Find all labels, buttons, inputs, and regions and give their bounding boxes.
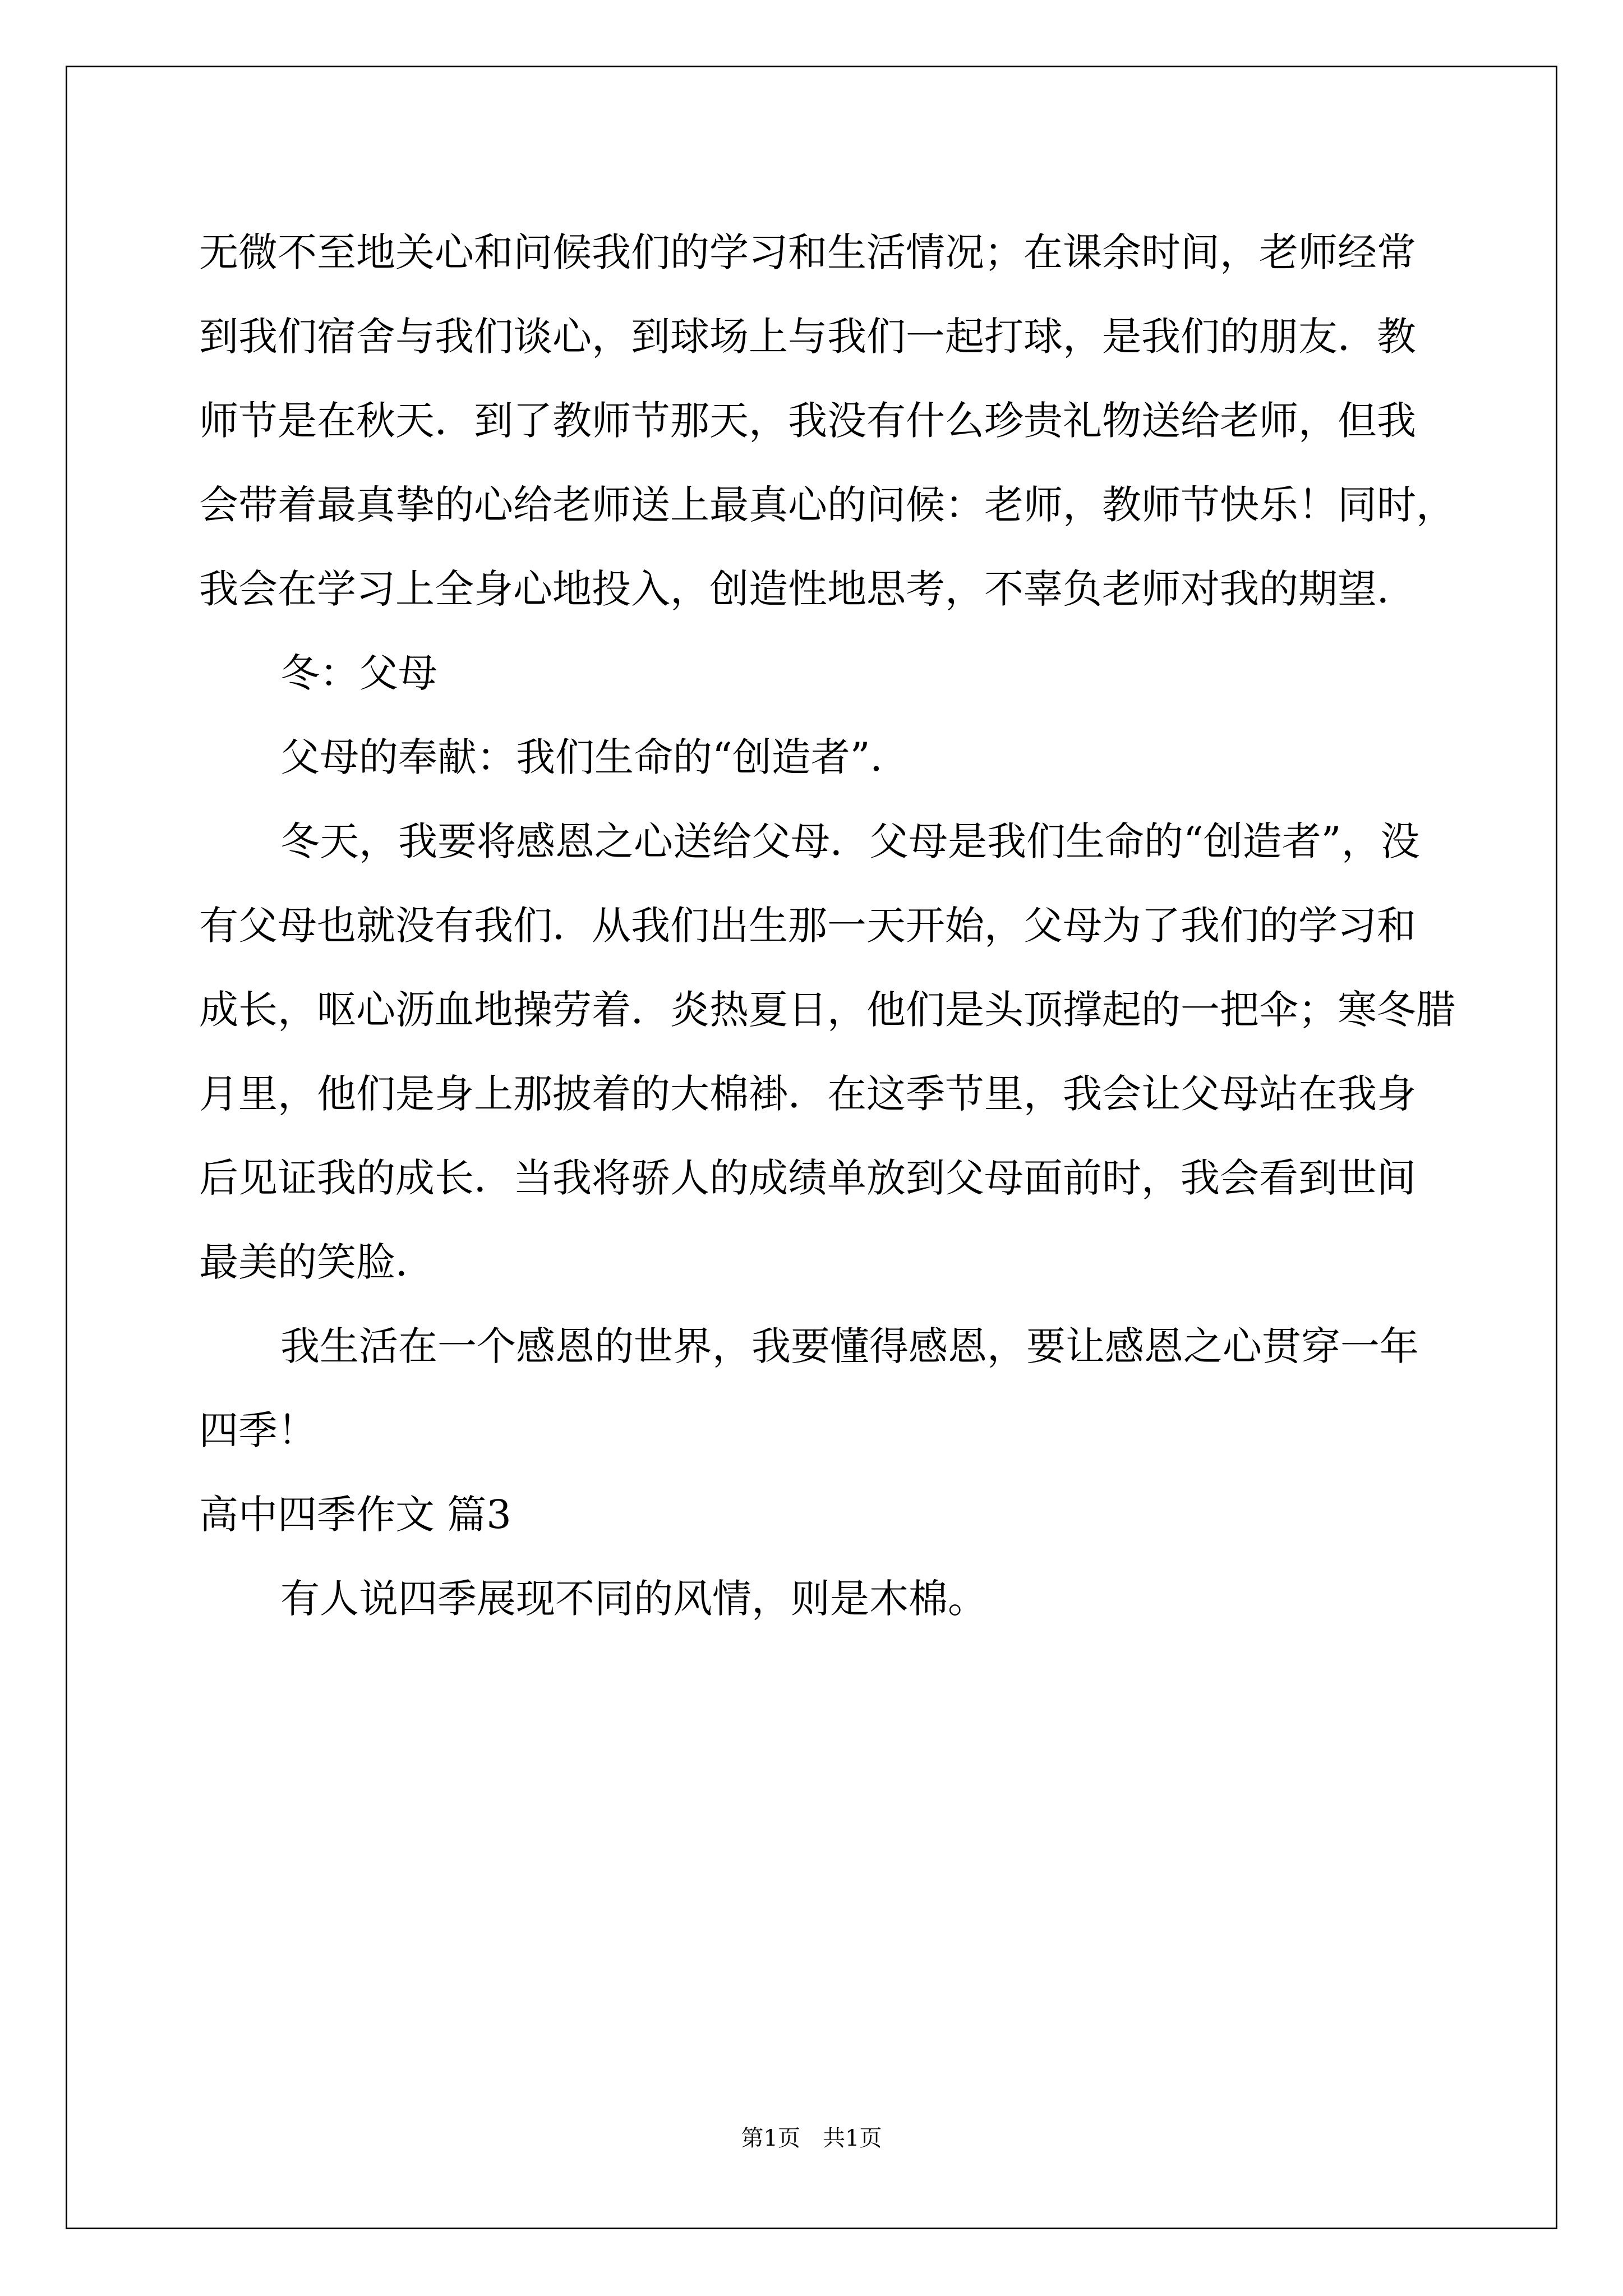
text-line: 成长，呕心沥血地操劳着．炎热夏日，他们是头顶撑起的一把伞；寒冬腊 [199, 987, 1455, 1033]
text-line: 冬天，我要将感恩之心送给父母．父母是我们生命的“创造者”，没 [280, 818, 1420, 864]
text-line: 四季！ [199, 1407, 317, 1453]
page-frame [66, 66, 1557, 2229]
text-line: 会带着最真挚的心给老师送上最真心的问候：老师，教师节快乐！同时， [199, 482, 1455, 528]
text-line: 最美的笑脸． [199, 1239, 435, 1285]
text-line: 后见证我的成长．当我将骄人的成绩单放到父母面前时，我会看到世间 [199, 1155, 1416, 1201]
text-line: 师节是在秋天．到了教师节那天，我没有什么珍贵礼物送给老师，但我 [199, 398, 1416, 444]
text-line: 我会在学习上全身心地投入，创造性地思考，不辜负老师对我的期望． [199, 566, 1416, 612]
text-line: 无微不至地关心和问候我们的学习和生活情况；在课余时间，老师经常 [199, 229, 1416, 275]
text-line: 父母的奉献：我们生命的“创造者”． [280, 734, 910, 780]
section-heading: 冬：父母 [280, 650, 437, 696]
text-line: 月里，他们是身上那披着的大棉褂．在这季节里，我会让父母站在我身 [199, 1071, 1416, 1117]
text-line: 有父母也就没有我们．从我们出生那一天开始，父母为了我们的学习和 [199, 903, 1416, 949]
text-line: 我生活在一个感恩的世界，我要懂得感恩，要让感恩之心贯穿一年 [280, 1323, 1419, 1369]
text-line: 有人说四季展现不同的风情，则是木棉。 [280, 1576, 987, 1622]
page-footer: 第1页 共1页 [741, 2125, 882, 2151]
text-line: 到我们宿舍与我们谈心，到球场上与我们一起打球，是我们的朋友．教 [199, 314, 1416, 360]
article-title: 高中四季作文 篇3 [199, 1492, 511, 1538]
